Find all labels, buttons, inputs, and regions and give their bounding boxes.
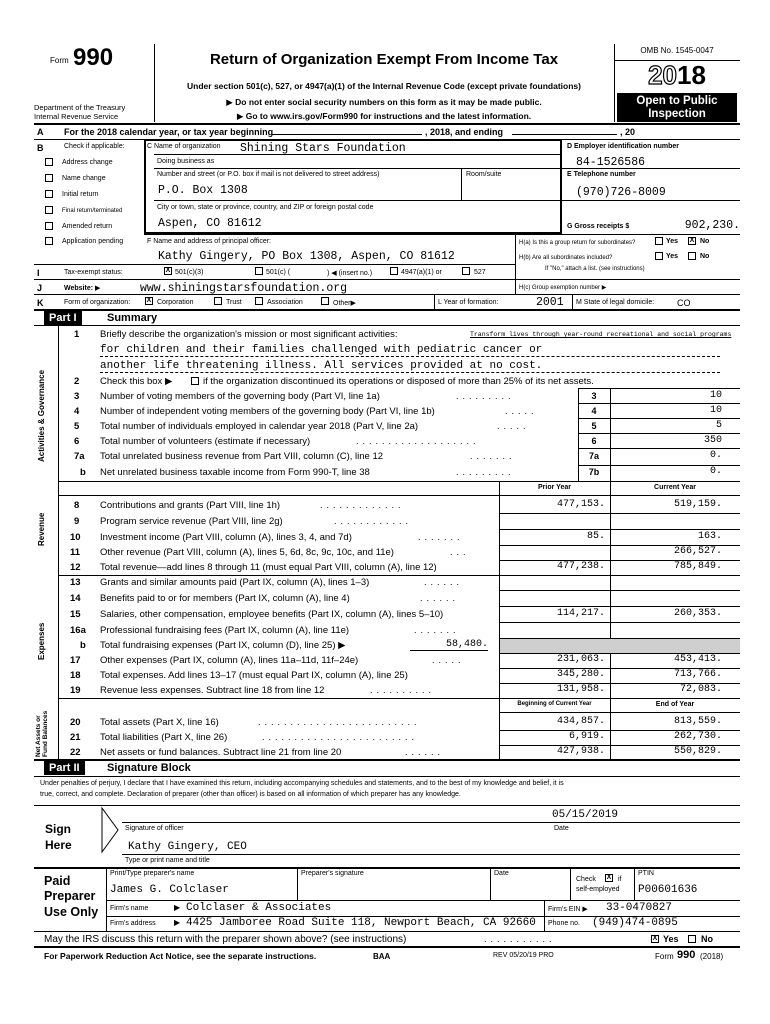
application-pending-label: Application pending: [62, 238, 124, 245]
line-13-number: 13: [70, 577, 81, 588]
line-8-current[interactable]: 519,159.: [673, 499, 722, 510]
year-formation-value[interactable]: 2001: [536, 296, 564, 309]
irs-instruction: ▶ Go to www.irs.gov/Form990 for instructions and the latest information.: [236, 111, 532, 121]
line-11-number: 11: [70, 547, 81, 558]
4947-label: 4947(a)(1) or: [401, 269, 442, 276]
line-8-number: 8: [74, 500, 80, 511]
signature-line[interactable]: [122, 822, 740, 823]
perjury-line-1: Under penalties of perjury, I declare that I have examined this return, including accompanying schedules and statements, and to the best of my knowledge and belief, it is: [40, 780, 564, 787]
line-6-value[interactable]: 350: [703, 435, 722, 446]
part-2-title: Signature Block: [107, 762, 191, 774]
line-10-label: Investment income (Part VIII, column (A), lines 3, 4, and 7d): [100, 532, 352, 543]
firm-ein-value[interactable]: 33-0470827: [606, 902, 673, 914]
dot-leader: .....: [497, 421, 530, 431]
line-17-prior[interactable]: 231,063.: [556, 654, 605, 665]
dot-leader: ...........: [484, 934, 556, 944]
line-16b-number: b: [80, 640, 86, 651]
irs-label: Internal Revenue Service: [34, 112, 119, 121]
trust-checkbox[interactable]: [214, 297, 222, 305]
subordinates-no-checkbox[interactable]: [688, 252, 696, 260]
amended-return-checkbox[interactable]: [45, 222, 53, 230]
revenue-sidebar: Revenue: [37, 512, 46, 546]
line-17-number: 17: [70, 655, 81, 666]
line-7b-label: Net unrelated business taxable income from Form 990-T, line 38: [100, 467, 370, 478]
line-a-twenty: , 20: [620, 127, 636, 137]
line-17-label: Other expenses (Part IX, column (A), lines 11a–11d, 11f–24e): [100, 655, 359, 666]
dot-leader: ......: [405, 747, 445, 757]
line-21-current[interactable]: 262,730.: [673, 731, 722, 742]
preparer-signature-label: Preparer's signature: [301, 870, 364, 877]
part-2-badge: Part II: [44, 761, 85, 775]
discuss-no-checkbox[interactable]: [688, 935, 696, 943]
line-1-number: 1: [74, 329, 80, 340]
line-7a-label: Total unrelated business revenue from Part VIII, column (C), line 12: [100, 451, 384, 462]
city-label: City or town, state or province, country, and ZIP or foreign postal code: [157, 204, 374, 211]
line-5-box: 5: [591, 421, 597, 431]
line-6-number: 6: [74, 436, 80, 447]
line-18-label: Total expenses. Add lines 13–17 (must equal Part IX, column (A), line 25): [100, 670, 408, 681]
section-b-letter: B: [37, 143, 44, 153]
dot-leader: .....: [505, 406, 538, 416]
line-k-letter: K: [37, 298, 44, 308]
name-change-label: Name change: [62, 175, 106, 182]
preparer-name-label: Print/Type preparer's name: [110, 870, 195, 877]
dot-leader: .........: [456, 467, 515, 477]
telephone-label: E Telephone number: [567, 171, 636, 178]
527-label: 527: [474, 269, 486, 276]
line-2-label: Check this box ▶: [100, 376, 173, 387]
sign-label: Sign: [45, 822, 71, 836]
firm-ein-label: Firm's EIN ▶: [548, 906, 588, 913]
line-21-label: Total liabilities (Part X, line 26): [100, 732, 228, 743]
mission-line-1[interactable]: Transform lives through year-round recreational and social programs: [470, 331, 732, 338]
line-17-current[interactable]: 453,413.: [673, 654, 722, 665]
line-16b-label: Total fundraising expenses (Part IX, column (D), line 25) ▶: [100, 640, 346, 651]
corporation-checkbox[interactable]: X: [146, 297, 152, 304]
line-4-box: 4: [591, 406, 597, 416]
dot-leader: ...: [450, 547, 470, 557]
principal-officer-value[interactable]: Kathy Gingery, PO Box 1308, Aspen, CO 81612: [158, 250, 455, 263]
line-7a-box: 7a: [588, 451, 599, 461]
line-16a-number: 16a: [70, 625, 86, 636]
insert-no-label: ) ◀ (insert no.): [327, 270, 373, 277]
mission-line-2[interactable]: for children and their families challenged with pediatric cancer or: [100, 344, 720, 357]
gross-receipts-label: G Gross receipts $: [567, 223, 630, 230]
initial-return-label: Initial return: [62, 191, 99, 198]
line-18-prior[interactable]: 345,280.: [556, 669, 605, 680]
subordinates-no-label: No: [700, 253, 710, 260]
line-6-box: 6: [591, 436, 597, 446]
dot-leader: .........................: [258, 717, 421, 727]
type-print-label: Type or print name and title: [125, 857, 210, 864]
self-employed-checkbox[interactable]: X: [606, 874, 612, 881]
self-employed-label: self-employed: [576, 886, 620, 893]
dot-leader: ........................: [262, 732, 419, 742]
group-return-yes-label: Yes: [666, 238, 679, 245]
firm-address-value[interactable]: 4425 Jamboree Road Suite 118, Newport Beach, CA 92660: [186, 917, 536, 929]
subordinates-yes-checkbox[interactable]: [655, 252, 663, 260]
tax-year-begin-field[interactable]: [272, 134, 422, 135]
other-label: Other▶: [333, 300, 356, 307]
name-change-checkbox[interactable]: [45, 174, 53, 182]
line-4-number: 4: [74, 406, 80, 417]
street-label: Number and street (or P.O. box if mail is not delivered to street address): [157, 171, 380, 178]
firm-phone-value[interactable]: (949)474-0895: [592, 917, 678, 929]
line-14-label: Benefits paid to or for members (Part IX, column (A), line 4): [100, 593, 350, 604]
firm-address-arrow: ▶: [174, 918, 181, 927]
final-return-label: Final return/terminated: [62, 208, 123, 214]
end-year-header: End of Year: [655, 701, 695, 708]
current-year-header: Current Year: [654, 484, 696, 491]
preparer-label: Preparer: [44, 889, 96, 903]
line-22-label: Net assets or fund balances. Subtract line 21 from line 20: [100, 747, 342, 758]
line-a-ending: , 2018, and ending: [425, 127, 504, 137]
group-return-no-checkbox[interactable]: X: [689, 237, 695, 244]
dot-leader: ......: [424, 577, 464, 587]
line-3-label: Number of voting members of the governing body (Part VI, line 1a): [100, 391, 380, 402]
line-12-number: 12: [70, 562, 81, 573]
firm-name-value[interactable]: Colclaser & Associates: [186, 902, 332, 914]
room-suite-label: Room/suite: [466, 171, 502, 178]
beginning-year-header: Beginning of Current Year: [517, 701, 592, 707]
firm-name-arrow: ▶: [174, 903, 181, 912]
check-if-applicable: Check if applicable:: [64, 143, 125, 150]
line-11-label: Other revenue (Part VIII, column (A), lines 5, 6d, 8c, 9c, 10c, and 11e): [100, 547, 394, 558]
mission-line-3[interactable]: another life threatening illness. All services provided at no cost.: [100, 360, 720, 373]
state-domicile-value[interactable]: CO: [677, 298, 691, 308]
group-exemption-label: H(c) Group exemption number ▶: [519, 285, 607, 291]
final-return-checkbox[interactable]: [45, 206, 53, 214]
signature-date-value[interactable]: 05/15/2019: [552, 809, 619, 821]
dot-leader: .......: [418, 532, 464, 542]
dot-leader: ...................: [356, 436, 480, 446]
line-9-label: Program service revenue (Part VIII, line 2g): [100, 516, 283, 527]
tax-year-end-field[interactable]: [512, 134, 617, 135]
irs-discuss-label: May the IRS discuss this return with the preparer shown above? (see instructions): [44, 934, 407, 945]
gross-receipts-value[interactable]: 902,230.: [684, 219, 740, 232]
tax-exempt-label: Tax-exempt status:: [64, 269, 123, 276]
net-assets-sidebar-2: Fund Balances: [42, 710, 49, 757]
discuss-yes-label: Yes: [663, 934, 679, 944]
address-change-label: Address change: [62, 159, 113, 166]
fundraising-expenses-value[interactable]: 58,480.: [410, 639, 488, 651]
form-subtitle: Under section 501(c), 527, or 4947(a)(1) of the Internal Revenue Code (except private foundations): [187, 81, 581, 91]
baa-label: BAA: [373, 952, 391, 961]
line-16b-shaded: [500, 639, 740, 653]
subordinates-note: If "No," attach a list. (see instructions): [545, 266, 645, 272]
line-18-number: 18: [70, 670, 81, 681]
association-checkbox[interactable]: [255, 297, 263, 305]
group-return-yes-checkbox[interactable]: [655, 237, 663, 245]
dot-leader: .....: [432, 655, 465, 665]
line-22-prior[interactable]: 427,938.: [556, 746, 605, 757]
subordinates-yes-label: Yes: [666, 253, 679, 260]
expenses-sidebar: Expenses: [37, 622, 46, 660]
website-label: Website: ▶: [64, 285, 101, 292]
line-14-number: 14: [70, 593, 81, 604]
discuss-no-label: No: [701, 934, 713, 944]
dba-label: Doing business as: [157, 158, 215, 165]
line-5-number: 5: [74, 421, 80, 432]
dot-leader: ......: [420, 593, 460, 603]
ptin-value[interactable]: P00601636: [638, 884, 698, 896]
other-checkbox[interactable]: [321, 297, 329, 305]
line-8-label: Contributions and grants (Part VIII, line 1h): [100, 500, 281, 511]
form-of-org-label: Form of organization:: [64, 299, 131, 306]
part-1-badge: Part I: [44, 311, 82, 325]
line-22-current[interactable]: 550,829.: [673, 746, 722, 757]
preparer-name-value[interactable]: James G. Colclaser: [110, 884, 229, 896]
line-10-number: 10: [70, 532, 81, 543]
line-19-prior[interactable]: 131,958.: [556, 684, 605, 695]
line-16a-label: Professional fundraising fees (Part IX, column (A), line 11e): [100, 625, 350, 636]
discuss-yes-checkbox[interactable]: X: [652, 935, 658, 942]
sign-here-arrow-icon: [100, 806, 120, 866]
line-6-label: Total number of volunteers (estimate if necessary): [100, 436, 311, 447]
dept-treasury: Department of the Treasury: [34, 103, 126, 112]
501c-label: 501(c) (: [266, 269, 291, 276]
line-7b-value[interactable]: 0.: [709, 466, 722, 477]
ein-value[interactable]: 84-1526586: [576, 156, 646, 169]
use-only-label: Use Only: [44, 905, 99, 919]
501c3-label: 501(c)(3): [175, 269, 204, 276]
org-name-value[interactable]: Shining Stars Foundation: [240, 142, 406, 155]
dot-leader: .......: [414, 625, 460, 635]
signature-officer-label: Signature of officer: [125, 825, 184, 832]
amended-return-label: Amended return: [62, 223, 113, 230]
line-20-prior[interactable]: 434,857.: [556, 716, 605, 727]
officer-name-title[interactable]: Kathy Gingery, CEO: [128, 841, 247, 853]
line-20-number: 20: [70, 717, 81, 728]
line-j-letter: J: [37, 283, 43, 293]
line-22-number: 22: [70, 747, 81, 758]
line-1-label: Briefly describe the organization's mission or most significant activities:: [100, 329, 398, 340]
discontinued-checkbox[interactable]: [191, 377, 199, 385]
line-5-value[interactable]: 5: [715, 420, 722, 431]
part-1-title: Summary: [107, 312, 158, 324]
line-12-prior[interactable]: 477,238.: [556, 561, 605, 572]
line-4-value[interactable]: 10: [709, 405, 722, 416]
preparer-date-label: Date: [494, 870, 509, 877]
check-label: Check: [576, 876, 596, 883]
corporation-label: Corporation: [157, 299, 194, 306]
firm-name-label: Firm's name: [110, 905, 149, 912]
here-label: Here: [45, 838, 72, 852]
org-name-label: C Name of organization: [147, 143, 221, 150]
ssn-instruction: ▶ Do not enter social security numbers on this form as it may be made public.: [226, 97, 542, 107]
line-7a-value[interactable]: 0.: [709, 450, 722, 461]
footer-form-year: (2018): [700, 952, 724, 961]
group-return-no-label: No: [700, 238, 710, 245]
line-21-prior[interactable]: 6,919.: [568, 731, 605, 742]
line-15-current[interactable]: 260,353.: [673, 608, 722, 619]
ptin-label: PTIN: [638, 870, 654, 877]
revision-label: REV 05/20/19 PRO: [493, 952, 554, 959]
open-to-public-badge: Open to Public Inspection: [617, 93, 737, 122]
line-9-number: 9: [74, 516, 80, 527]
year-formation-label: L Year of formation:: [438, 299, 499, 306]
line-3-number: 3: [74, 391, 80, 402]
activities-governance-sidebar: Activities & Governance: [37, 369, 46, 462]
firm-phone-label: Phone no.: [548, 920, 580, 927]
line-7a-number: 7a: [74, 451, 85, 462]
application-pending-checkbox[interactable]: [45, 237, 53, 245]
line-20-label: Total assets (Part X, line 16): [100, 717, 219, 728]
state-domicile-label: M State of legal domicile:: [576, 299, 655, 306]
dot-leader: .......: [470, 451, 516, 461]
trust-label: Trust: [226, 299, 242, 306]
line-2-rest: if the organization discontinued its operations or disposed of more than 25% of its net assets.: [203, 376, 594, 387]
line-12-current[interactable]: 785,849.: [673, 561, 722, 572]
footer-form-word: Form: [655, 952, 674, 961]
line-a-label: For the 2018 calendar year, or tax year beginning: [64, 127, 274, 137]
line-7b-number: b: [80, 467, 86, 478]
line-5-label: Total number of individuals employed in calendar year 2018 (Part V, line 2a): [100, 421, 419, 432]
line-4-label: Number of independent voting members of the governing body (Part VI, line 1b): [100, 406, 435, 417]
501c-checkbox[interactable]: [255, 267, 263, 275]
footer-form-number: 990: [677, 949, 696, 961]
line-10-prior[interactable]: 85.: [586, 531, 605, 542]
line-2-number: 2: [74, 376, 80, 387]
signature-date-label: Date: [554, 825, 569, 832]
line-10-current[interactable]: 163.: [697, 531, 722, 542]
line-11-current[interactable]: 266,527.: [673, 546, 722, 557]
telephone-value[interactable]: (970)726-8009: [576, 186, 666, 199]
paperwork-notice: For Paperwork Reduction Act Notice, see the separate instructions.: [44, 951, 317, 961]
prior-year-header: Prior Year: [538, 484, 571, 491]
initial-return-checkbox[interactable]: [45, 190, 53, 198]
line-19-number: 19: [70, 685, 81, 696]
line-13-label: Grants and similar amounts paid (Part IX, column (A), lines 1–3): [100, 577, 370, 588]
4947-checkbox[interactable]: [390, 267, 398, 275]
line-15-number: 15: [70, 609, 81, 620]
line-3-value[interactable]: 10: [709, 390, 722, 401]
city-value[interactable]: Aspen, CO 81612: [158, 217, 262, 230]
dot-leader: .............: [320, 500, 405, 510]
line-20-current[interactable]: 813,559.: [673, 716, 722, 727]
dot-leader: .........: [456, 391, 515, 401]
street-value[interactable]: P.O. Box 1308: [158, 184, 248, 197]
line-3-box: 3: [591, 391, 597, 401]
dot-leader: ............: [334, 516, 413, 526]
form-number: 990: [73, 44, 114, 71]
form-word: Form: [50, 56, 69, 65]
line-a-letter: A: [37, 127, 44, 137]
line-12-label: Total revenue—add lines 8 through 11 (must equal Part VIII, column (A), line 12): [100, 562, 437, 573]
website-value[interactable]: www.shiningstarsfoundation.org: [140, 282, 348, 295]
ein-label: D Employer identification number: [567, 143, 680, 150]
principal-officer-label: F Name and address of principal officer:: [147, 238, 271, 245]
omb-number: OMB No. 1545-0047: [640, 46, 714, 55]
if-label: if: [618, 876, 622, 883]
line-7b-box: 7b: [588, 467, 600, 477]
line-19-label: Revenue less expenses. Subtract line 18 from line 12: [100, 685, 325, 696]
line-i-letter: I: [37, 268, 40, 278]
line-8-prior[interactable]: 477,153.: [556, 499, 605, 510]
line-15-label: Salaries, other compensation, employee benefits (Part IX, column (A), lines 5–10): [100, 609, 444, 620]
501c3-checkbox[interactable]: X: [165, 267, 171, 274]
tax-year: 2018: [648, 60, 706, 90]
group-return-label: H(a) Is this a group return for subordinates?: [519, 240, 636, 246]
527-checkbox[interactable]: [462, 267, 470, 275]
paid-label: Paid: [44, 874, 71, 888]
association-label: Association: [267, 299, 303, 306]
line-19-current[interactable]: 72,083.: [679, 684, 722, 695]
address-change-checkbox[interactable]: [45, 158, 53, 166]
perjury-line-2: true, correct, and complete. Declaration of preparer (other than officer) is based on all information of which preparer has any knowledge.: [40, 791, 461, 798]
net-assets-sidebar-1: Net Assets or: [35, 715, 42, 757]
firm-address-label: Firm's address: [110, 920, 156, 927]
dot-leader: ..........: [370, 685, 436, 695]
subordinates-label: H(b) Are all subordinates included?: [519, 255, 613, 261]
line-15-prior[interactable]: 114,217.: [556, 608, 605, 619]
line-21-number: 21: [70, 732, 81, 743]
line-18-current[interactable]: 713,766.: [673, 669, 722, 680]
form-title: Return of Organization Exempt From Income Tax: [209, 51, 559, 68]
